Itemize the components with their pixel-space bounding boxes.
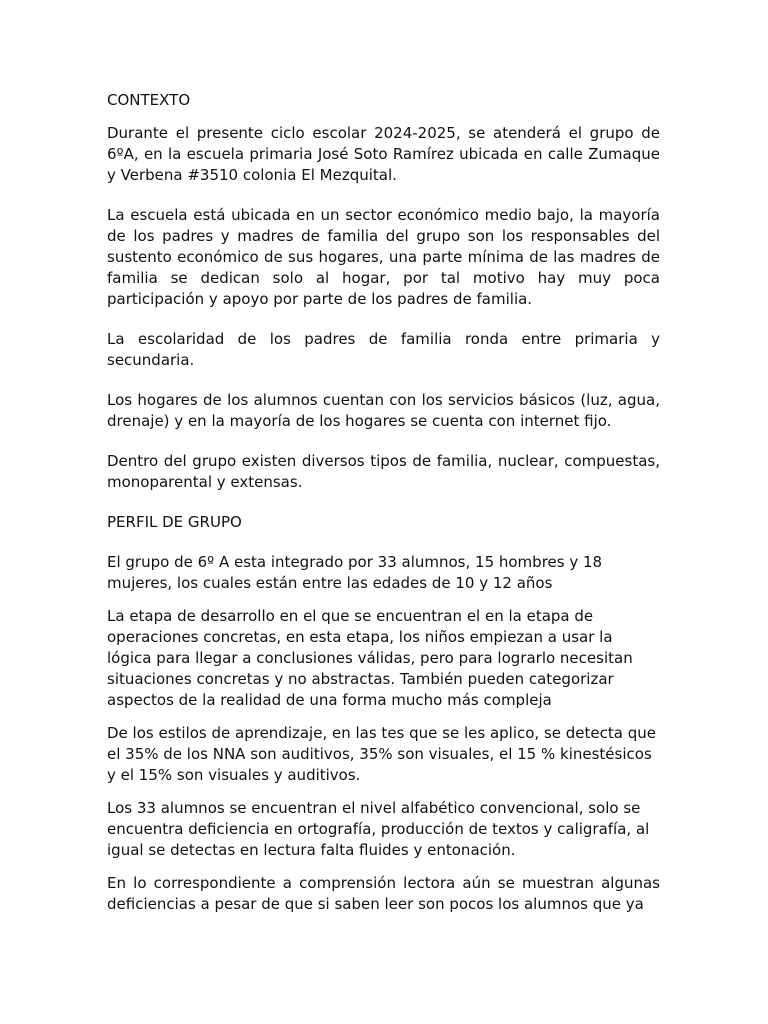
paragraph: En lo correspondiente a comprensión lectora aún se muestran algunas deficiencias a pesar de que si saben leer son pocos los alumnos que ya [107,874,660,913]
paragraph: Los 33 alumnos se encuentran el nivel alfabético convencional, solo se encuentra deficiencia en ortografía, producción de textos y caligrafía, al igual se detectas en lectura falta fluides y entonación. [107,799,650,859]
section-heading-contexto: CONTEXTO [107,91,191,109]
paragraph: El grupo de 6º A esta integrado por 33 alumnos, 15 hombres y 18 mujeres, los cuales están entre las edades de 10 y 12 años [107,553,603,592]
paragraph: La escuela está ubicada en un sector económico medio bajo, la mayoría de los padres y madres de familia del grupo son los responsables del sustento económico de sus hogares, una parte mínima de las madres de familia se dedican solo al hogar, por tal motivo hay muy poca participación y apoyo por parte de los padres de familia. [107,206,660,308]
paragraph: La escolaridad de los padres de familia ronda entre primaria y secundaria. [107,330,660,369]
paragraph: De los estilos de aprendizaje, en las tes que se les aplico, se detecta que el 35% de los NNA son auditivos, 35% son visuales, el 15 % kinestésicos y el 15% son visuales y auditivos. [107,724,656,784]
section-heading-perfil-de-grupo: PERFIL DE GRUPO [107,513,242,531]
paragraph: Dentro del grupo existen diversos tipos de familia, nuclear, compuestas, monoparental y extensas. [107,452,660,491]
paragraph: Durante el presente ciclo escolar 2024-2025, se atenderá el grupo de 6ºA, en la escuela primaria José Soto Ramírez ubicada en calle Zumaque y Verbena #3510 colonia El Mezquital. [107,124,660,184]
paragraph: Los hogares de los alumnos cuentan con los servicios básicos (luz, agua, drenaje) y en la mayoría de los hogares se cuenta con internet fijo. [107,391,660,430]
document-body [107,90,660,927]
paragraph: La etapa de desarrollo en el que se encuentran el en la etapa de operaciones concretas, en esta etapa, los niños empiezan a usar la lógica para llegar a conclusiones válidas, pero para lograrlo necesitan situaciones concretas y no abstractas. También pueden categorizar aspectos de la realidad de una forma mucho más compleja [107,607,633,709]
